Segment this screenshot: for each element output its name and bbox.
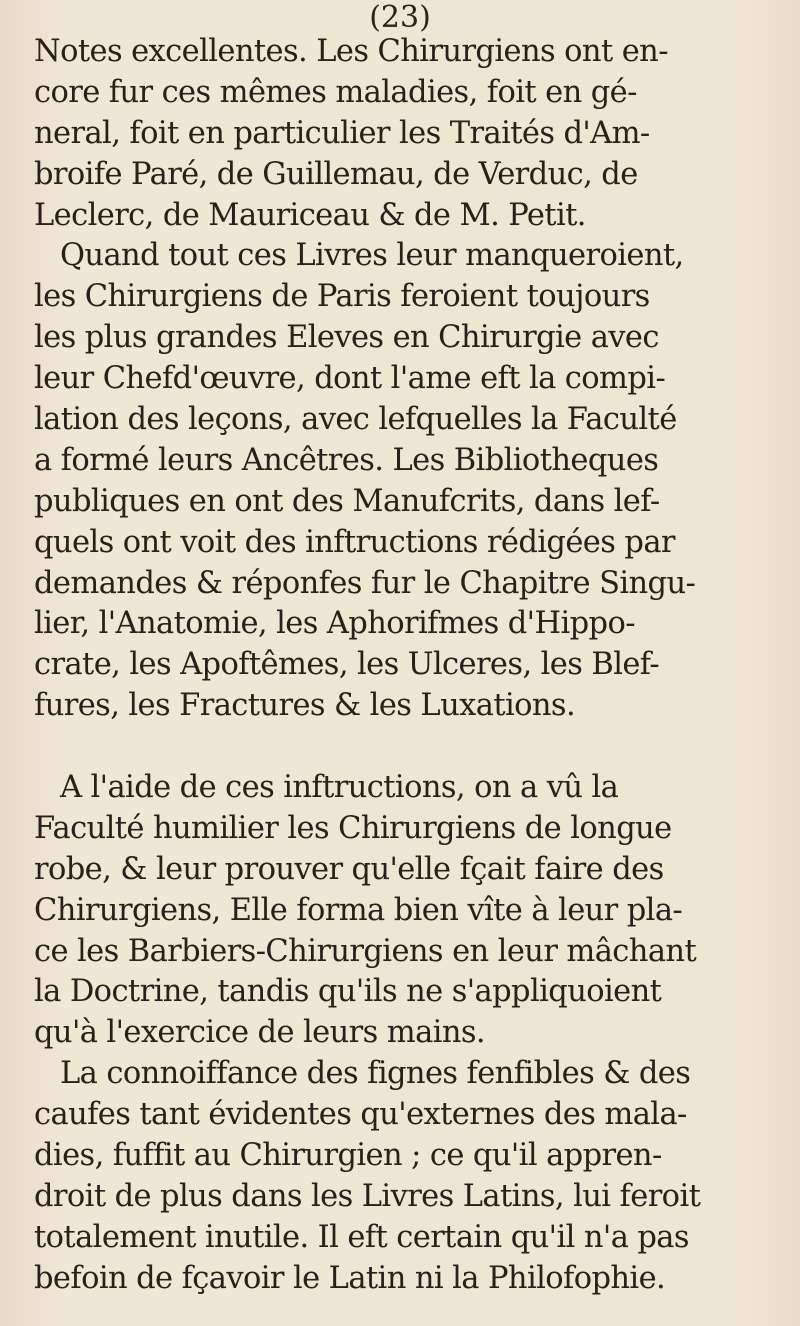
text-line: Quand tout ces Livres leur manqueroient, bbox=[60, 238, 684, 274]
text-line: a formé leurs Ancêtres. Les Bibliotheques bbox=[34, 442, 659, 478]
text-line: droit de plus dans les Livres Latins, lui feroit bbox=[34, 1178, 701, 1214]
text-line: la Doctrine, tandis qu'ils ne s'appliquoient bbox=[34, 974, 662, 1010]
text-line: qu'à l'exercice de leurs mains. bbox=[34, 1015, 486, 1051]
text-line: neral, foit en particulier les Traités d'Am- bbox=[34, 115, 650, 151]
text-line bbox=[34, 727, 774, 768]
text-line: crate, les Apoftêmes, les Ulceres, les Blef- bbox=[34, 647, 660, 683]
body-text bbox=[34, 32, 774, 1300]
text-line: Faculté humilier les Chirurgiens de longue bbox=[34, 810, 672, 846]
text-line: les plus grandes Eleves en Chirurgie avec bbox=[34, 320, 659, 356]
text-line: A l'aide de ces inftructions, on a vû la bbox=[60, 770, 619, 806]
text-line: totalement inutile. Il eft certain qu'il n'a pas bbox=[34, 1219, 689, 1255]
text-line: publiques en ont des Manufcrits, dans lef- bbox=[34, 483, 660, 519]
text-line: robe, & leur prouver qu'elle fçait faire des bbox=[34, 851, 664, 887]
text-line: les Chirurgiens de Paris feroient toujours bbox=[34, 279, 650, 315]
text-line: Leclerc, de Mauriceau & de M. Petit. bbox=[34, 197, 586, 233]
text-line: dies, fuffit au Chirurgien ; ce qu'il appren- bbox=[34, 1138, 662, 1174]
text-line: Notes excellentes. Les Chirurgiens ont en- bbox=[34, 34, 668, 69]
text-line: quels ont voit des inftructions rédigées par bbox=[34, 524, 675, 560]
text-line: caufes tant évidentes qu'externes des mala- bbox=[34, 1097, 687, 1133]
text-line: La connoiffance des fignes fenfibles & des bbox=[60, 1056, 691, 1092]
text-line: broife Paré, de Guillemau, de Verduc, de bbox=[34, 156, 638, 192]
paragraph-1 bbox=[34, 32, 774, 236]
text-line: lier, l'Anatomie, les Aphorifmes d'Hippo- bbox=[34, 606, 635, 642]
text-line: lation des leçons, avec lefquelles la Faculté bbox=[34, 402, 677, 438]
text-line: core fur ces mêmes maladies, foit en gé- bbox=[34, 74, 637, 110]
paragraph-4 bbox=[34, 1054, 774, 1299]
text-line: leur Chefd'œuvre, dont l'ame eft la compi- bbox=[34, 361, 666, 397]
text-line: befoin de fçavoir le Latin ni la Philofophie. bbox=[34, 1260, 666, 1296]
page-number: (23) bbox=[369, 0, 431, 35]
text-line: demandes & réponfes fur le Chapitre Singu- bbox=[34, 565, 696, 601]
text-line: ce les Barbiers-Chirurgiens en leur mâchant bbox=[34, 933, 697, 969]
paragraph-2 bbox=[34, 236, 774, 768]
text-line: Chirurgiens, Elle forma bien vîte à leur pla- bbox=[34, 892, 683, 928]
paragraph-3 bbox=[34, 768, 774, 1054]
text-line: fures, les Fractures & les Luxations. bbox=[34, 688, 576, 724]
